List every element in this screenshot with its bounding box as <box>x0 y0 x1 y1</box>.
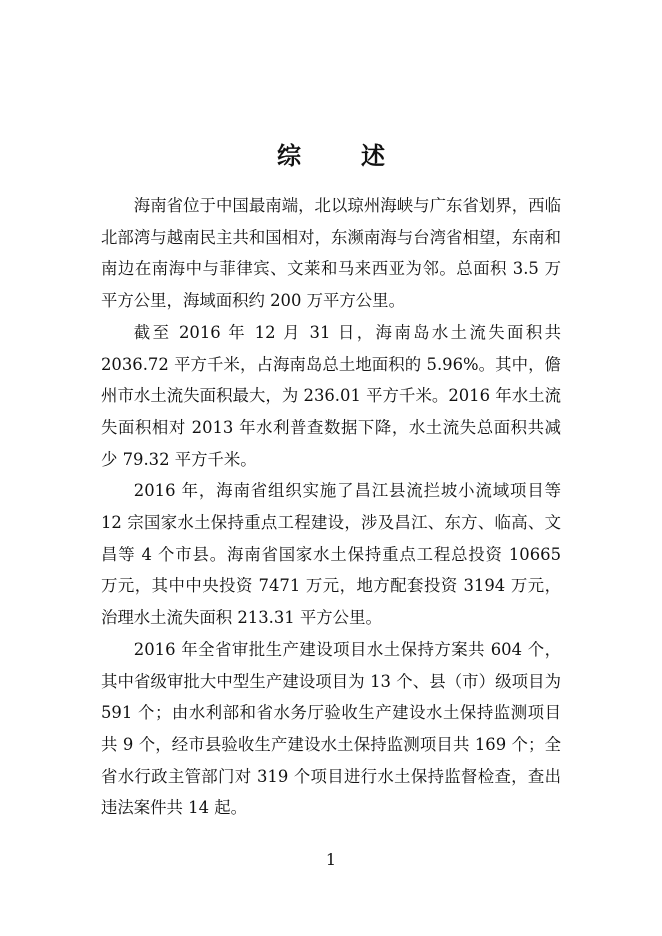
page-title: 综 述 <box>277 141 403 170</box>
page-number: 1 <box>325 850 337 869</box>
paragraph-key-projects: 2016 年，海南省组织实施了昌江县流拦坡小流域项目等 12 宗国家水土保持重点工程建设，涉及昌江、东方、临高、文昌等 4 个市县。海南省国家水土保持重点工程总投资 10665 万元，其中中央投资 7471 万元，地方配套投资 3194 万元，治理水土流失面积 213.31 平方公里。 <box>101 481 561 628</box>
body-text <box>101 190 561 824</box>
paragraph-geography: 海南省位于中国最南端，北以琼州海峡与广东省划界，西临北部湾与越南民主共和国相对，东濒南海与台湾省相望，东南和南边在南海中与菲律宾、文莱和马来西亚为邻。总面积 3.5 万平方公里，海域面积约 200 万平方公里。 <box>101 196 561 311</box>
paragraph-supervision: 2016 年全省审批生产建设项目水土保持方案共 604 个，其中省级审批大中型生产建设项目为 13 个、县（市）级项目为 591 个；由水利部和省水务厅验收生产建设水土保持监测项目共 9 个，经市县验收生产建设水土保持监测项目共 169 个；全省水行政主管部门对 319 个项目进行水土保持监督检查，查出违法案件共 14 起。 <box>101 639 561 818</box>
paragraph-soil-erosion: 截至 2016 年 12 月 31 日，海南岛水土流失面积共 2036.72 平方千米，占海南岛总土地面积的 5.96%。其中，儋州市水土流失面积最大，为 236.01 平方千米。2016 年水土流失面积相对 2013 年水利普查数据下降，水土流失总面积共减少 79.32 平方千米。 <box>101 322 561 469</box>
